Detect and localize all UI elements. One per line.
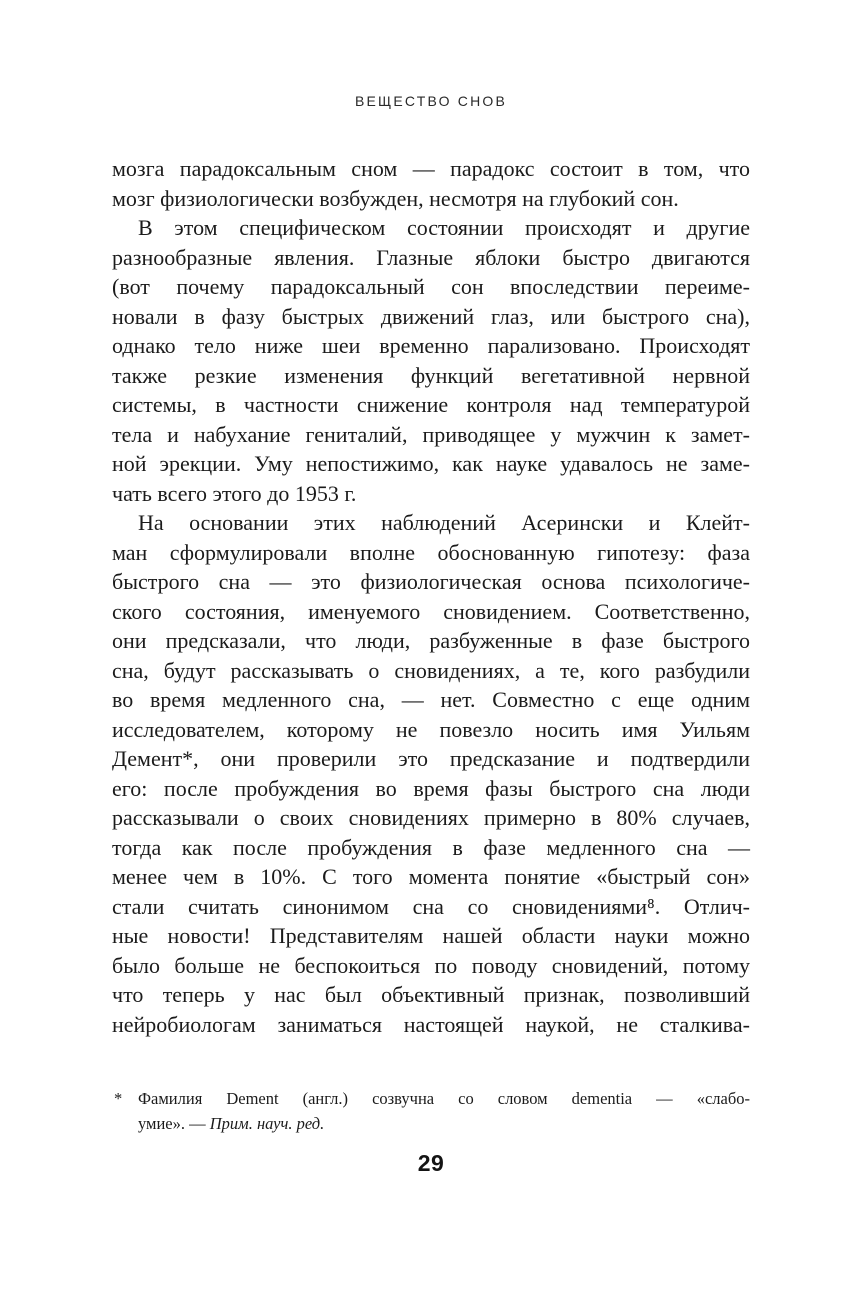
text-line: ского состояния, именуемого сновидением. Соответственно, [112, 598, 750, 624]
text-line: (вот почему парадоксальный сон впоследствии переиме- [112, 274, 750, 299]
text-line: ной эрекции. Уму непостижимо, как науке удавалось не заме- [112, 451, 750, 476]
text-line: мозг физиологически возбужден, несмотря на глубокий сон. [112, 185, 679, 211]
text-line: чать всего этого до 1953 г. [112, 480, 357, 506]
text-line: мозга парадоксальным сном — парадокс состоит в том, что [112, 156, 750, 181]
footnote-editor-note: Прим. науч. ред. [209, 1114, 325, 1133]
footnote [112, 1086, 750, 1136]
text-line: стали считать синонимом сна со сновидениями⁸. Отлич- [112, 893, 750, 919]
text-line: ные новости! Представителям нашей области науки можно [112, 923, 750, 948]
text-line: разнообразные явления. Глазные яблоки быстро двигаются [112, 244, 750, 270]
body-text-block [112, 154, 750, 1039]
text-line: они предсказали, что люди, разбуженные в фазе быстрого [112, 628, 750, 653]
page-number: 29 [417, 1150, 445, 1176]
text-line: системы, в частности снижение контроля над температурой [112, 392, 750, 417]
text-line: также резкие изменения функций вегетативной нервной [112, 362, 750, 388]
text-line: В этом специфическом состоянии происходят и другие [138, 215, 750, 240]
text-line: Демент*, они проверили это предсказание и подтвердили [112, 746, 750, 771]
text-line: рассказывали о своих сновидениях примерно в 80% случаев, [112, 805, 750, 830]
text-line: быстрого сна — это физиологическая основа психологиче- [112, 569, 750, 594]
text-line: На основании этих наблюдений Асерински и Клейт- [138, 510, 750, 535]
text-line: что теперь у нас был объективный признак, позволивший [112, 982, 750, 1007]
text-line: менее чем в 10%. С того момента понятие «быстрый сон» [112, 864, 750, 889]
text-line: сна, будут рассказывать о сновидениях, а те, кого разбудили [112, 657, 750, 683]
running-head: ВЕЩЕСТВО СНОВ [354, 93, 508, 109]
footnote-text [138, 1086, 750, 1136]
text-line: исследователем, которому не повезло носить имя Уильям [112, 716, 750, 742]
text-line: тела и набухание гениталий, приводящее у мужчин к замет- [112, 421, 750, 447]
text-line: его: после пробуждения во время фазы быстрого сна люди [112, 775, 750, 801]
text-line: ман сформулировали вполне обоснованную гипотезу: фаза [112, 539, 750, 565]
text-line: тогда как после пробуждения в фазе медленного сна — [112, 834, 750, 860]
footnote-line-plain: умие». — [138, 1114, 210, 1133]
footnote-line [138, 1111, 750, 1136]
text-line: однако тело ниже шеи временно парализовано. Происходят [112, 333, 750, 358]
footnote-line: Фамилия Dement (англ.) созвучна со словом dementia — «слабо- [138, 1089, 750, 1108]
footnote-marker: * [114, 1089, 123, 1108]
text-line: нейробиологам заниматься настоящей наукой, не сталкива- [112, 1011, 750, 1037]
text-line: было больше не беспокоиться по поводу сновидений, потому [112, 952, 750, 978]
text-line: во время медленного сна, — нет. Совместно с еще одним [112, 687, 750, 712]
text-line: новали в фазу быстрых движений глаз, или быстрого сна), [112, 303, 750, 329]
